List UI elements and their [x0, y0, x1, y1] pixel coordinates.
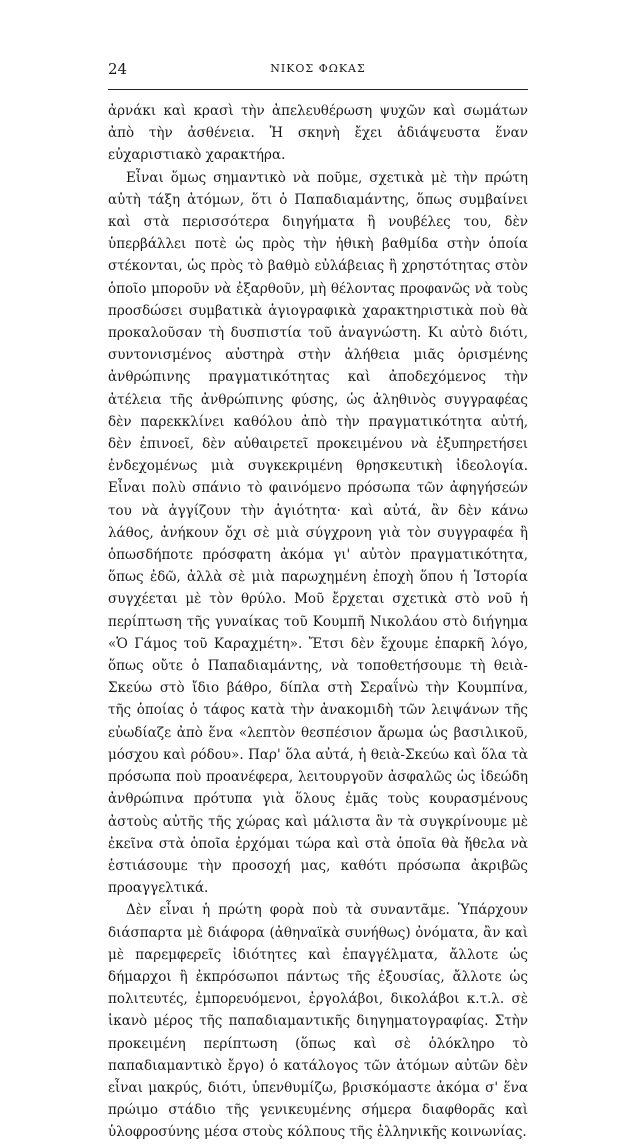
paragraph: ἀρνάκι καὶ κρασὶ τὴν ἀπελευθέρωση ψυχῶν καὶ σωμάτων ἀπὸ τὴν ἀσθένεια. Ἡ σκηνὴ ἔχει ἀδιάψευστα ἕναν εὐχαριστιακὸ χαρακτήρα.: [108, 103, 528, 164]
body-text: [108, 100, 528, 1144]
paragraph: Εἶναι ὅμως σημαντικὸ νὰ ποῦμε, σχετικὰ μὲ τὴν πρώτη αὐτὴ τάξη ἀτόμων, ὅτι ὁ Παπαδιαμάντης, ὅπως συμβαίνει καὶ στὰ περισσότερα διηγήματα ἢ νουβέλες του, δὲν ὑπερβάλλει ποτὲ ὡς πρὸς τὴν ἠθικὴ βαθμίδα στὴν ὁποία στέκονται, ὡς πρὸς τὸ βαθμὸ εὐλάβειας ἢ χρηστότητας στὸν ὁποῖο μποροῦν νὰ ἐξαρθοῦν, μὴ θέλοντας προφανῶς νὰ τοὺς προσδώσει συμβατικὰ ἁγιογραφικὰ χαρακτηριστικὰ ποὺ θὰ προκαλοῦσαν τὴ δυσπιστία τοῦ ἀναγνώστη. Κι αὐτὸ διότι, συντονισμένος αὐστηρὰ στὴν ἀλήθεια μιᾶς ὁρισμένης ἀνθρώπινης πραγματικότητας καὶ ἀποδεχόμενος τὴν ἀτέλεια τῆς ἀνθρώπινης φύσης, ὡς ἀληθινὸς συγγραφέας δὲν παρεκκλίνει καθόλου ἀπὸ τὴν πραγματικότητα αὐτή, δὲν ἐπινοεῖ, δὲν αὐθαιρετεῖ προκειμένου νὰ ἐξυπηρετήσει ἐνδεχομένως μιὰ συγκεκριμένη θρησκευτικὴ ἰδεολογία. Εἶναι πολὺ σπάνιο τὸ φαινόμενο πρόσωπα τῶν ἀφηγήσεών του νὰ ἀγγίζουν τὴν ἁγιότητα· καὶ αὐτά, ἂν δὲν κάνω λάθος, ἀνήκουν ὄχι σὲ μιὰ σύγχρονη γιὰ τὸν συγγραφέα ἢ ὁπωσδήποτε πρόσφατη ἀκόμα γι' αὐτὸν πραγματικότητα, ὅπως ἐδῶ, ἀλλὰ σὲ μιὰ παρωχημένη ἐποχὴ ὅπου ἡ Ἱστορία συγχέεται μὲ τὸν θρύλο. Μοῦ ἔρχεται σχετικὰ στὸ νοῦ ἡ περίπτωση τῆς γυναίκας τοῦ Κουμπῆ Νικολάου στὸ διήγημα «Ὁ Γάμος τοῦ Καραχμέτη». Ἔτσι δὲν ἔχουμε ἐπαρκῆ λόγο, ὅπως οὔτε ὁ Παπαδιαμάντης, νὰ τοποθετήσουμε τὴ θειὰ-Σκεύω στὸ ἴδιο βάθρο, δίπλα στὴ Σεραΐνὼ τὴν Κουμπίνα, τῆς ὁποίας ὁ τάφος κατὰ τὴν ἀνακομιδὴ τῶν λειψάνων τῆς εὐωδίαζε ἀπὸ ἕνα «λεπτὸν θεσπέσιον ἄρωμα ὡς βασιλικοῦ, μόσχου καὶ ρόδου». Παρ' ὅλα αὐτά, ἡ θειὰ-Σκεύω καὶ ὅλα τὰ πρόσωπα ποὺ προανέφερα, λειτουργοῦν ἀσφαλῶς ὡς ἰδεώδη ἀνθρώπινα πρότυπα γιὰ ὅλους ἐμᾶς τοὺς κουρασμένους ἀστοὺς αὐτῆς τῆς χώρας καὶ μάλιστα ἂν τὰ συγκρίνουμε μὲ ἐκεῖνα στὰ ὁποῖα ἐρχόμαι τώρα καὶ στὰ ὁποῖα θὰ ἤθελα νὰ ἑστιάσουμε τὴν προσοχή μας, καθότι πρόσωπα ἀκριβῶς προαγγελτικά.: [108, 169, 528, 897]
page-header: [108, 60, 528, 82]
running-head: ΝΙΚΟΣ ΦΩΚΑΣ: [270, 62, 366, 75]
paragraph: Δὲν εἶναι ἡ πρώτη φορὰ ποὺ τὰ συναντᾶμε. Ὑπάρχουν διάσπαρτα μὲ διάφορα (ἀθηναϊκὰ συνήθως) ὀνόματα, ἂν καὶ μὲ παρεμφερεῖς ἰδιότητες καὶ ἐπαγγέλματα, ἄλλοτε ὡς δήμαρχοι ἢ ἐκπρόσωποι πάντως τῆς ἐξουσίας, ἄλλοτε ὡς πολιτευτές, ἐμπορευόμενοι, ἐργολάβοι, δικολάβοι κ.τ.λ. σὲ ἱκανὸ μέρος τῆς παπαδιαμαντικῆς διηγηματογραφίας. Στὴν προκειμένη περίπτωση (ὅπως καὶ σὲ ὁλόκληρο τὸ παπαδιαμαντικὸ ἔργο) ὁ κατάλογος τῶν ἀτόμων αὐτῶν δὲν εἶναι μακρύς, διότι, ὑπενθυμίζω, βρισκόμαστε ἀκόμα σ' ἕνα πρώιμο στάδιο τῆς γενικευμένης σήμερα διαφθορᾶς καὶ ὑλοφροσύνης μέσα στοὺς κόλπους τῆς ἑλληνικῆς κοινωνίας.: [108, 902, 528, 1141]
header-rule: [108, 89, 528, 90]
page-number: 24: [108, 60, 128, 78]
